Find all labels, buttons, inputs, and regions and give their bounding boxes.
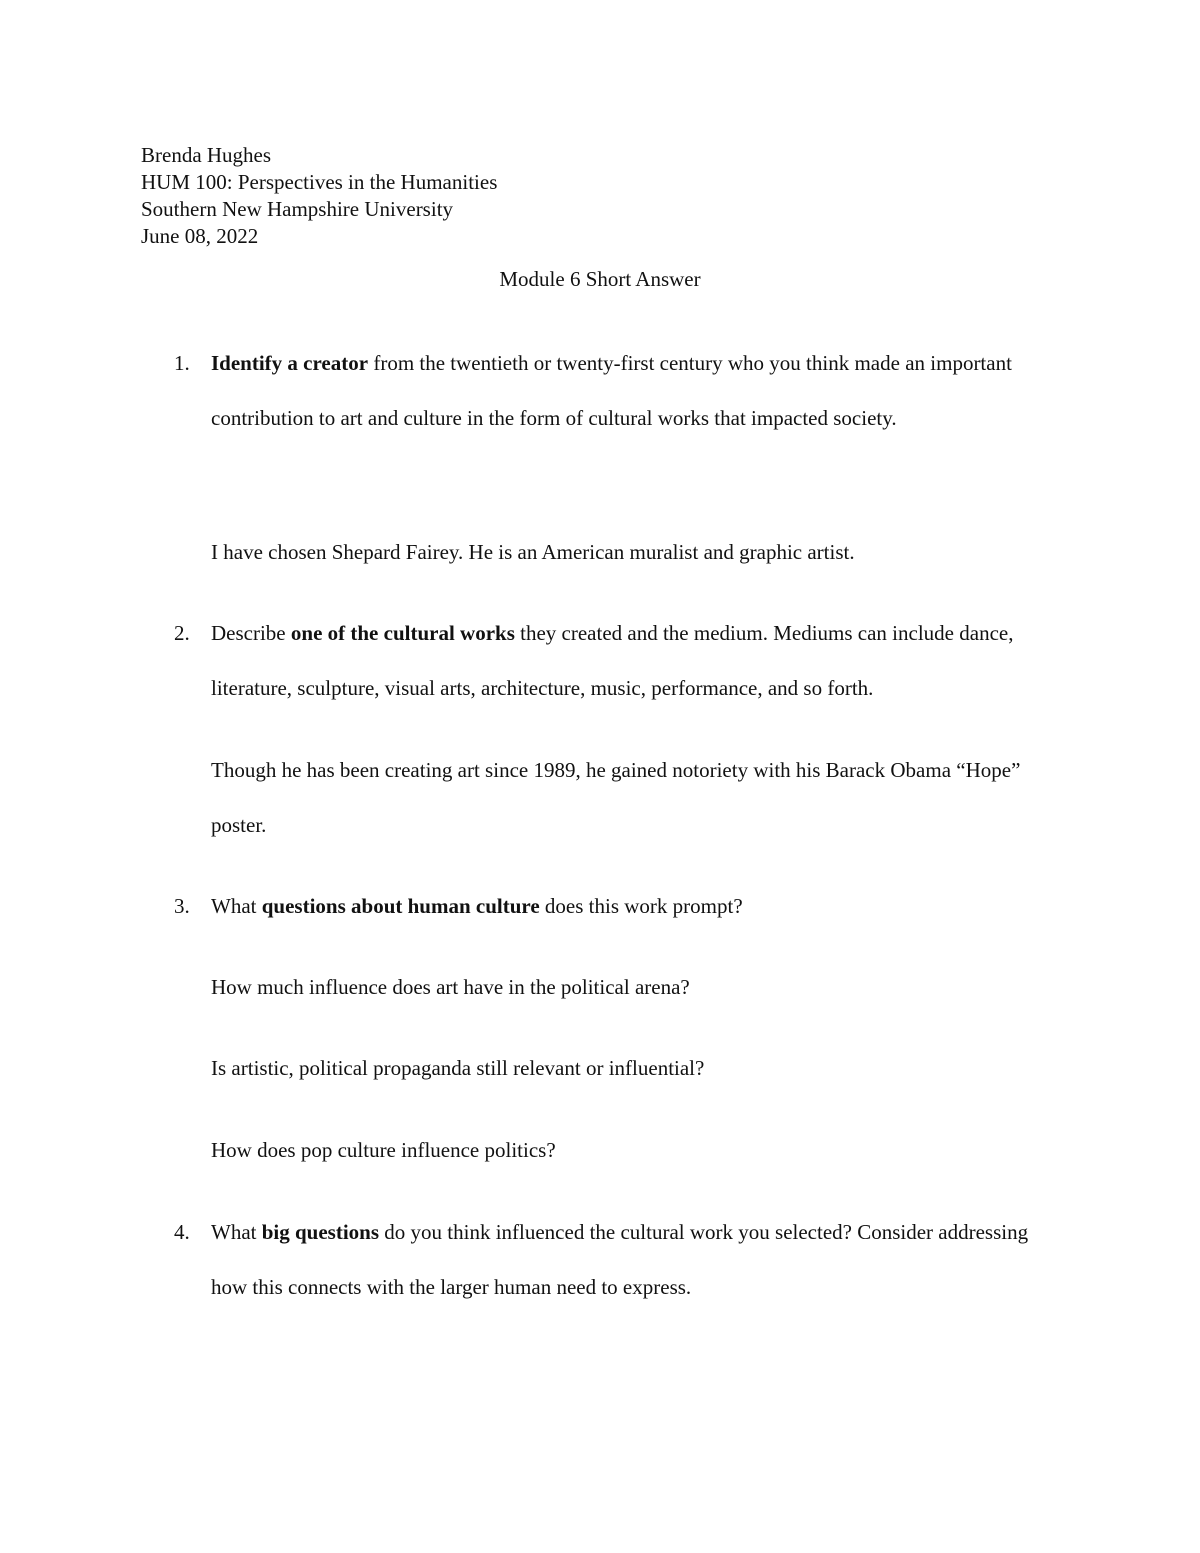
question-2-answer-1: Though he has been creating art since 1989, he gained notoriety with his Barack Obama “Hope” poster.: [211, 758, 1021, 837]
question-4-number: 4.: [174, 1220, 190, 1244]
question-3-prompt-post: does this work prompt?: [539, 894, 743, 918]
question-1-answer-1: I have chosen Shepard Fairey. He is an American muralist and graphic artist.: [211, 540, 855, 564]
question-4-prompt-pre: What: [211, 1220, 262, 1244]
course-name: HUM 100: Perspectives in the Humanities: [141, 170, 498, 194]
author-name: Brenda Hughes: [141, 143, 272, 167]
document-date: June 08, 2022: [141, 224, 259, 248]
question-1-prompt-post: from the twentieth or twenty-first century who you think made an important contribution to art and culture in the form of cultural works that impacted society.: [211, 351, 1012, 430]
question-1-prompt-bold: Identify a creator: [211, 351, 369, 375]
document-title: Module 6 Short Answer: [499, 267, 701, 291]
question-2-prompt: [211, 606, 1061, 715]
question-3-prompt: [211, 879, 1061, 934]
question-1-prompt: [211, 336, 1061, 445]
question-2-prompt-bold: one of the cultural works: [290, 621, 515, 645]
question-3-answer-2: Is artistic, political propaganda still relevant or influential?: [211, 1056, 705, 1080]
question-1-number: 1.: [174, 351, 190, 375]
document-header: [141, 142, 497, 250]
question-4-prompt-bold: big questions: [261, 1220, 380, 1244]
question-2-prompt-pre: Describe: [211, 621, 291, 645]
question-3-answer-3: How does pop culture influence politics?: [211, 1138, 556, 1162]
question-4-prompt-post: do you think influenced the cultural work you selected? Consider addressing how this connects with the larger human need to express.: [211, 1220, 1029, 1299]
question-3-prompt-bold: questions about human culture: [261, 894, 540, 918]
question-3-number: 3.: [174, 894, 190, 918]
question-4-prompt: [211, 1205, 1061, 1314]
question-2-prompt-post: they created and the medium. Mediums can include dance, literature, sculpture, visual arts, architecture, music, performance, and so forth.: [211, 621, 1014, 700]
question-3-prompt-pre: What: [211, 894, 262, 918]
question-3-answer-1: How much influence does art have in the political arena?: [211, 975, 690, 999]
school-name: Southern New Hampshire University: [141, 197, 454, 221]
question-2-number: 2.: [174, 621, 190, 645]
